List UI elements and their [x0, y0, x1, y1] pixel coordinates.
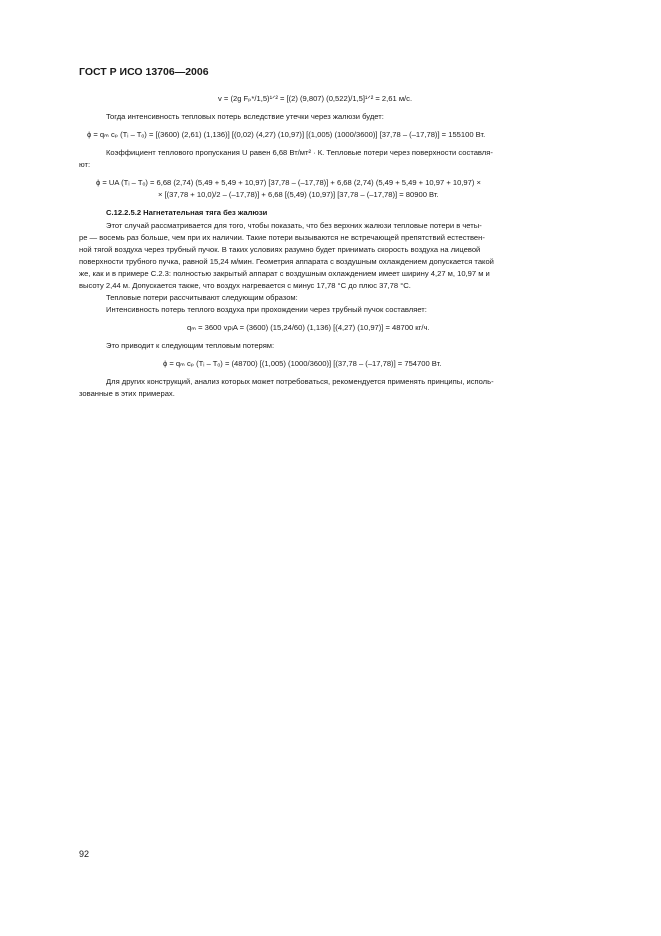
document-header: ГОСТ Р ИСО 13706—2006 [79, 66, 209, 78]
equation-velocity: v = (2g Fₚ*/1,5)¹ᐟ² = [(2) (9,807) (0,522)/1,5]¹ᐟ² = 2,61 м/с. [218, 94, 413, 103]
page-number: 92 [79, 849, 90, 859]
paragraph-line: Тогда интенсивность тепловых потерь вследствие утечки через жалюзи будет: [106, 112, 384, 121]
section-heading: С.12.2.5.2 Нагнетательная тяга без жалюзи [106, 208, 268, 217]
paragraph-line: зованные в этих примерах. [79, 389, 175, 398]
equation-heat-loss-no-louvers: ϕ = qₘ cₚ (Tᵢ – Tₒ) = (48700) [(1,005) (1000/3600)] [(37,78 – (–17,78)] = 754700 Вт. [163, 359, 442, 368]
paragraph-line: Интенсивность потерь теплого воздуха при прохождении через трубный пучок составляет: [106, 305, 427, 314]
paragraph-line: ре — восемь раз больше, чем при их наличии. Такие потери вызываются не встречающей препятствий естествен- [79, 233, 485, 242]
paragraph-line: Этот случай рассматривается для того, чтобы показать, что без верхних жалюзи тепловые потери в четы- [106, 221, 482, 230]
equation-heat-loss-surface: ϕ = UA (Tᵢ – Tₒ) = 6,68 (2,74) (5,49 + 5,49 + 10,97) [37,78 – (–17,78)] + 6,68 (2,74) (5,49 + 5,49 + 10,97 + 10,97) × [96, 178, 481, 187]
paragraph-line: Это приводит к следующим тепловым потерям: [106, 341, 275, 350]
paragraph-line: Для других конструкций, анализ которых может потребоваться, рекомендуется применять принципы, исполь- [106, 377, 494, 386]
equation-heat-loss-leak: ϕ = qₘ cₚ (Tᵢ – Tₒ) = [(3600) (2,61) (1,136)] [(0,02) (4,27) (10,97)] [(1,005) (1000/3600)] [37,78 – (–17,78)] = 155100 Вт. [87, 130, 486, 139]
equation-heat-loss-surface-cont: × [(37,78 + 10,0)/2 – (–17,78)] + 6,68 [(5,49) (10,97)] [37,78 – (–17,78)] = 80900 Вт. [158, 190, 439, 199]
paragraph-line: поверхности трубного пучка, равной 15,24 м/мин. Геометрия аппарата с воздушным охлаждением допускается такой [79, 257, 494, 266]
paragraph-line: высоту 2,44 м. Допускается также, что воздух нагревается с минус 17,78 °С до плюс 37,78 °С. [79, 281, 411, 290]
paragraph-line: же, как и в примере С.2.3: полностью закрытый аппарат с воздушным охлаждением имеет ширину 4,27 м, 10,97 м и [79, 269, 490, 278]
equation-mass-flow: qₘ = 3600 vρᵢA = (3600) (15,24/60) (1,136) [(4,27) (10,97)] = 48700 кг/ч. [187, 323, 430, 332]
paragraph-line: ют: [79, 160, 91, 169]
paragraph-line: Коэффициент теплового пропускания U равен 6,68 Вт/мт² · К. Тепловые потери через поверхности составля- [106, 148, 493, 157]
paragraph-line: ной тягой воздуха через трубный пучок. В таких условиях разумно будет принимать скорость воздуха на лицевой [79, 245, 481, 254]
paragraph-line: Тепловые потери рассчитывают следующим образом: [106, 293, 298, 302]
